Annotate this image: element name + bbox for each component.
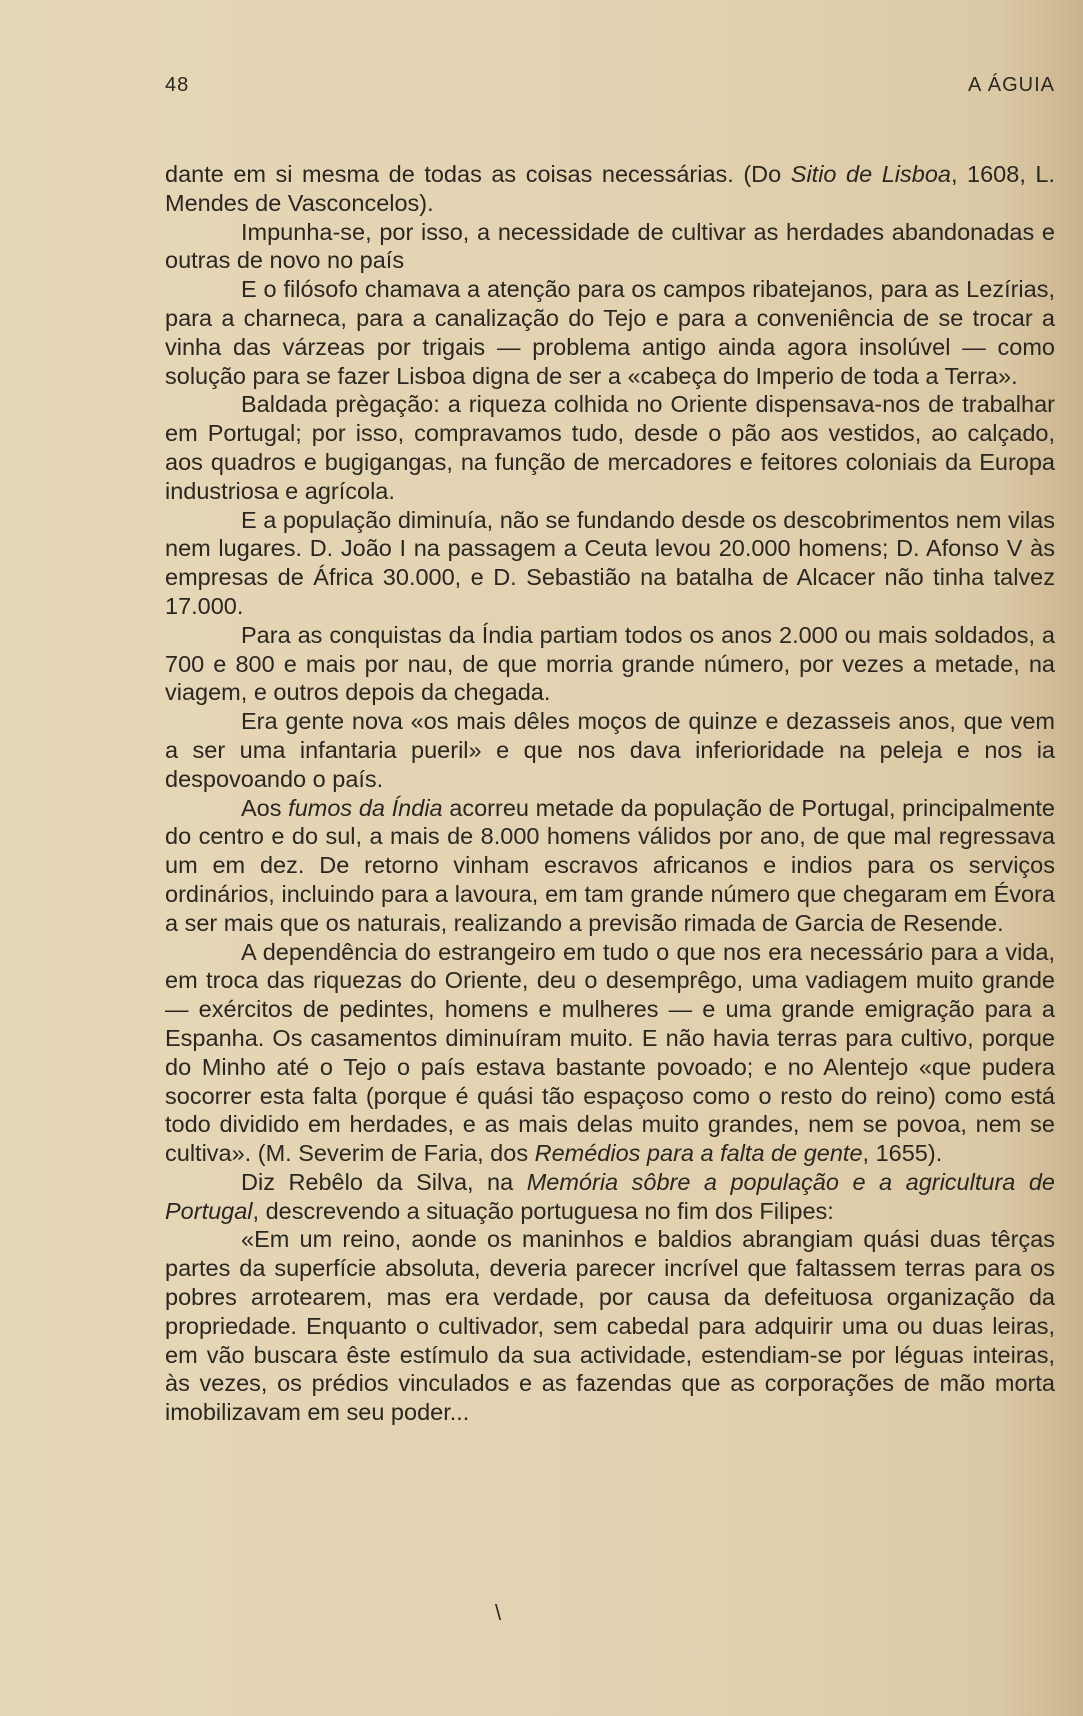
paragraph: Diz Rebêlo da Silva, na Memória sôbre a população e a agricultura de Portugal, descrevendo a situação portuguesa no fim dos Filipes: bbox=[165, 1168, 1055, 1224]
body-text bbox=[165, 160, 1055, 1427]
italic-title: Remédios para a falta de gente bbox=[534, 1140, 863, 1167]
paragraph: Impunha-se, por isso, a necessidade de cultivar as herdades abandonadas e outras de novo no país bbox=[165, 218, 1055, 274]
italic-title: Memória sôbre a população e a agricultura de Portugal bbox=[165, 1168, 1055, 1224]
paragraph: Aos fumos da Índia acorreu metade da população de Portugal, principalmente do centro e do sul, a mais de 8.000 homens válidos por ano, de que mal regressava um em dez. De retorno vinham escravos africanos e indios para os serviços ordinários, incluindo para a lavoura, em tam grande número que chegaram em Évora a ser mais que os naturais, realizando a previsão rimada de Garcia de Resende. bbox=[165, 794, 1055, 936]
running-head bbox=[165, 74, 1055, 104]
page-number: 48 bbox=[165, 74, 190, 96]
paragraph: A dependência do estrangeiro em tudo o que nos era necessário para a vida, em troca das riquezas do Oriente, deu o desemprêgo, uma vadiagem muito grande — exércitos de pedintes, homens e mulheres — e uma grande emigração para a Espanha. Os casamentos diminuíram muito. E não havia terras para cultivo, porque do Minho até o Tejo o país estava bastante povoado; e no Alentejo «que pudera socorrer esta falta (porque é quási tão espaçoso como o resto do reino) como está todo dividido em herdades, e as mais delas muito grandes, nem se povoa, nem se cultiva». (M. Severim de Faria, dos Remédios para a falta de gente, 1655). bbox=[165, 938, 1055, 1167]
paragraph: E o filósofo chamava a atenção para os campos ribatejanos, para as Lezírias, para a charneca, para a canalização do Tejo e para a conveniência de se trocar a vinha das várzeas por trigais — problema antigo ainda agora insolúvel — como solução para se fazer Lisboa digna de ser a «cabeça do Imperio de toda a Terra». bbox=[165, 276, 1055, 389]
paragraph: dante em si mesma de todas as coisas necessárias. (Do Sitio de Lisboa, 1608, L. Mendes de Vasconcelos). bbox=[165, 161, 1055, 216]
footer-mark: \ bbox=[495, 1600, 502, 1625]
paragraph: E a população diminuía, não se fundando desde os descobrimentos nem vilas nem lugares. D. João I na passagem a Ceuta levou 20.000 homens; D. Afonso V às empresas de África 30.000, e D. Sebastião na batalha de Alcacer não tinha talvez 17.000. bbox=[165, 506, 1055, 619]
paragraph: Baldada prègação: a riqueza colhida no Oriente dispensava-nos de trabalhar em Portugal; por isso, compravamos tudo, desde o pão aos vestidos, ao calçado, aos quadros e bugigangas, na função de mercadores e feitores coloniais da Europa industriosa e agrícola. bbox=[165, 391, 1055, 504]
paragraph: Era gente nova «os mais dêles moços de quinze e dezasseis anos, que vem a ser uma infantaria pueril» e que nos dava inferioridade na peleja e nos ia despovoando o país. bbox=[165, 708, 1055, 792]
journal-title: A ÁGUIA bbox=[967, 74, 1055, 96]
paragraph: Para as conquistas da Índia partiam todos os anos 2.000 ou mais soldados, a 700 e 800 e mais por nau, de que morria grande número, por vezes a metade, na viagem, e outros depois da chegada. bbox=[165, 621, 1055, 706]
quotation-paragraph: «Em um reino, aonde os maninhos e baldios abrangiam quási duas têrças partes da superfície absoluta, deveria parecer incrível que faltassem terras para os pobres arrotearem, mas era verdade, por causa da defeituosa organização da propriedade. Enquanto o cultivador, sem cabedal para adquirir uma ou duas leiras, em vão buscara êste estímulo da sua actividade, estendiam-se por léguas inteiras, às vezes, os prédios vinculados e as fazendas que as corporações de mão morta imobilizavam em seu poder... bbox=[165, 1226, 1055, 1426]
italic-title: Sitio de Lisboa bbox=[790, 161, 951, 187]
italic-phrase: fumos da Índia bbox=[288, 794, 443, 821]
